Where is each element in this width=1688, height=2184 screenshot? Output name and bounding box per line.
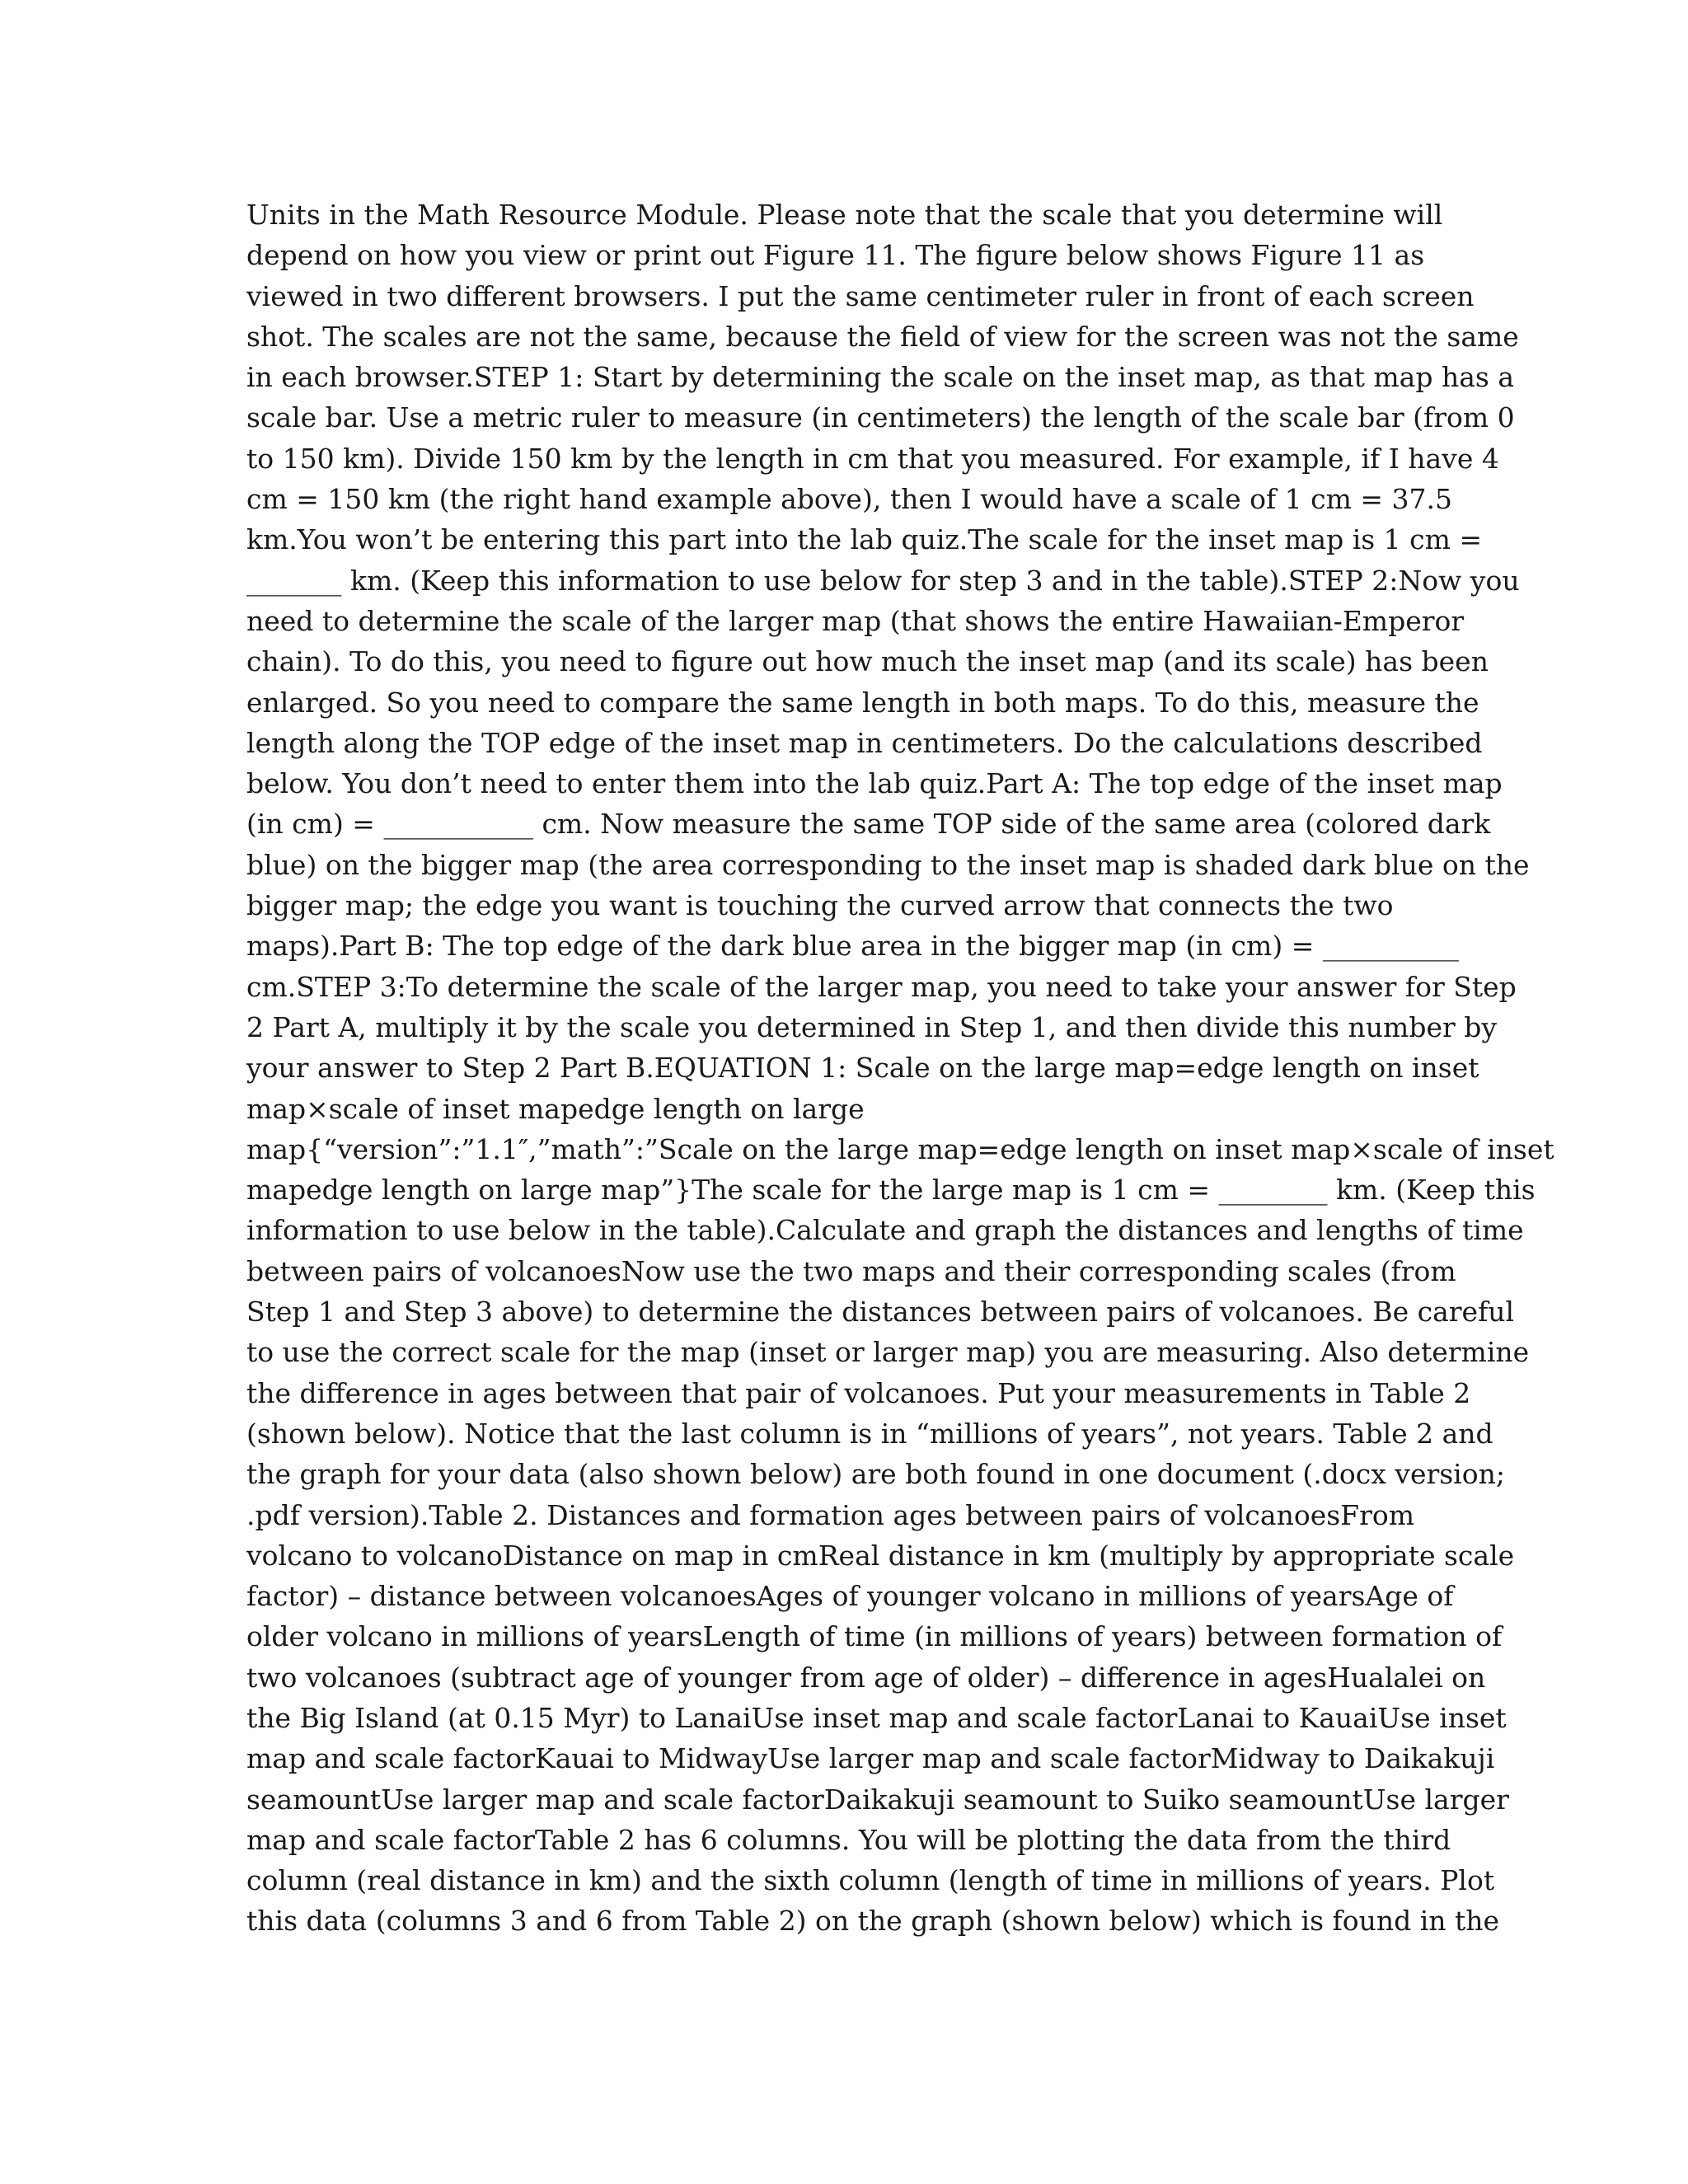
text-line: older volcano in millions of yearsLength of time (in millions of years) between formation of xyxy=(246,1620,1503,1653)
text-line: _______ km. (Keep this information to use below for step 3 and in the table).STEP 2:Now you xyxy=(246,564,1520,597)
body-text xyxy=(246,194,1554,1942)
text-line: scale bar. Use a metric ruler to measure (in centimeters) the length of the scale bar (from 0 xyxy=(246,401,1515,434)
text-line: (in cm) = ___________ cm. Now measure the same TOP side of the same area (colored dark xyxy=(246,808,1491,841)
text-line: factor) – distance between volcanoesAges of younger volcano in millions of yearsAge of xyxy=(246,1580,1454,1613)
text-line: km.You won’t be entering this part into the lab quiz.The scale for the inset map is 1 cm = xyxy=(246,523,1483,556)
text-line: in each browser.STEP 1: Start by determining the scale on the inset map, as that map has a xyxy=(246,361,1514,394)
text-line: depend on how you view or print out Figure 11. The figure below shows Figure 11 as xyxy=(246,239,1425,272)
text-line: to use the correct scale for the map (inset or larger map) you are measuring. Also determine xyxy=(246,1336,1530,1369)
text-line: Units in the Math Resource Module. Please note that the scale that you determine will xyxy=(246,199,1443,231)
text-line: Step 1 and Step 3 above) to determine the distances between pairs of volcanoes. Be careful xyxy=(246,1296,1515,1329)
text-line: map and scale factorKauai to MidwayUse larger map and scale factorMidway to Daikakuji xyxy=(246,1742,1495,1775)
text-line: seamountUse larger map and scale factorDaikakuji seamount to Suiko seamountUse larger xyxy=(246,1783,1509,1816)
text-line: map×scale of inset mapedge length on large xyxy=(246,1092,865,1125)
text-line: information to use below in the table).Calculate and graph the distances and lengths of time xyxy=(246,1214,1524,1247)
text-line: the Big Island (at 0.15 Myr) to LanaiUse inset map and scale factorLanai to KauaiUse inset xyxy=(246,1701,1507,1734)
text-line: length along the TOP edge of the inset map in centimeters. Do the calculations described xyxy=(246,726,1483,759)
text-line: maps).Part B: The top edge of the dark blue area in the bigger map (in cm) = __________ xyxy=(246,930,1459,963)
text-line: between pairs of volcanoesNow use the two maps and their corresponding scales (from xyxy=(246,1254,1456,1287)
text-line: viewed in two different browsers. I put the same centimeter ruler in front of each screen xyxy=(246,279,1475,312)
text-line: blue) on the bigger map (the area corresponding to the inset map is shaded dark blue on the xyxy=(246,848,1530,881)
text-line: bigger map; the edge you want is touching the curved arrow that connects the two xyxy=(246,889,1394,922)
text-line: need to determine the scale of the larger map (that shows the entire Hawaiian-Emperor xyxy=(246,604,1465,637)
text-line: map and scale factorTable 2 has 6 columns. You will be plotting the data from the third xyxy=(246,1823,1451,1856)
text-line: to 150 km). Divide 150 km by the length in cm that you measured. For example, if I have 4 xyxy=(246,442,1499,475)
text-line: column (real distance in km) and the sixth column (length of time in millions of years. Plot xyxy=(246,1864,1495,1897)
text-line: volcano to volcanoDistance on map in cmReal distance in km (multiply by appropriate scale xyxy=(246,1539,1515,1572)
text-line: two volcanoes (subtract age of younger from age of older) – difference in agesHualalei on xyxy=(246,1661,1486,1694)
text-line: the graph for your data (also shown below) are both found in one document (.docx version; xyxy=(246,1458,1505,1491)
text-line: 2 Part A, multiply it by the scale you determined in Step 1, and then divide this number by xyxy=(246,1010,1498,1043)
text-line: .pdf version).Table 2. Distances and formation ages between pairs of volcanoesFrom xyxy=(246,1498,1415,1531)
text-line: below. You don’t need to enter them into the lab quiz.Part A: The top edge of the inset map xyxy=(246,767,1503,800)
text-line: the difference in ages between that pair of volcanoes. Put your measurements in Table 2 xyxy=(246,1376,1471,1409)
text-line: shot. The scales are not the same, because the field of view for the screen was not the same xyxy=(246,320,1519,353)
text-line: map{“version”:”1.1″,”math”:”Scale on the large map=edge length on inset map×scale of inset xyxy=(246,1132,1554,1165)
text-line: chain). To do this, you need to figure out how much the inset map (and its scale) has been xyxy=(246,645,1489,678)
text-line: enlarged. So you need to compare the same length in both maps. To do this, measure the xyxy=(246,686,1479,719)
text-line: your answer to Step 2 Part B.EQUATION 1: Scale on the large map=edge length on inset xyxy=(246,1052,1479,1085)
text-line: cm.STEP 3:To determine the scale of the larger map, you need to take your answer for Step xyxy=(246,970,1517,1003)
text-line: mapedge length on large map”}The scale for the large map is 1 cm = ________ km. (Keep this xyxy=(246,1174,1536,1207)
text-line: (shown below). Notice that the last column is in “millions of years”, not years. Table 2 and xyxy=(246,1417,1493,1450)
text-line: cm = 150 km (the right hand example above), then I would have a scale of 1 cm = 37.5 xyxy=(246,483,1453,516)
text-line: this data (columns 3 and 6 from Table 2) on the graph (shown below) which is found in the xyxy=(246,1905,1500,1938)
